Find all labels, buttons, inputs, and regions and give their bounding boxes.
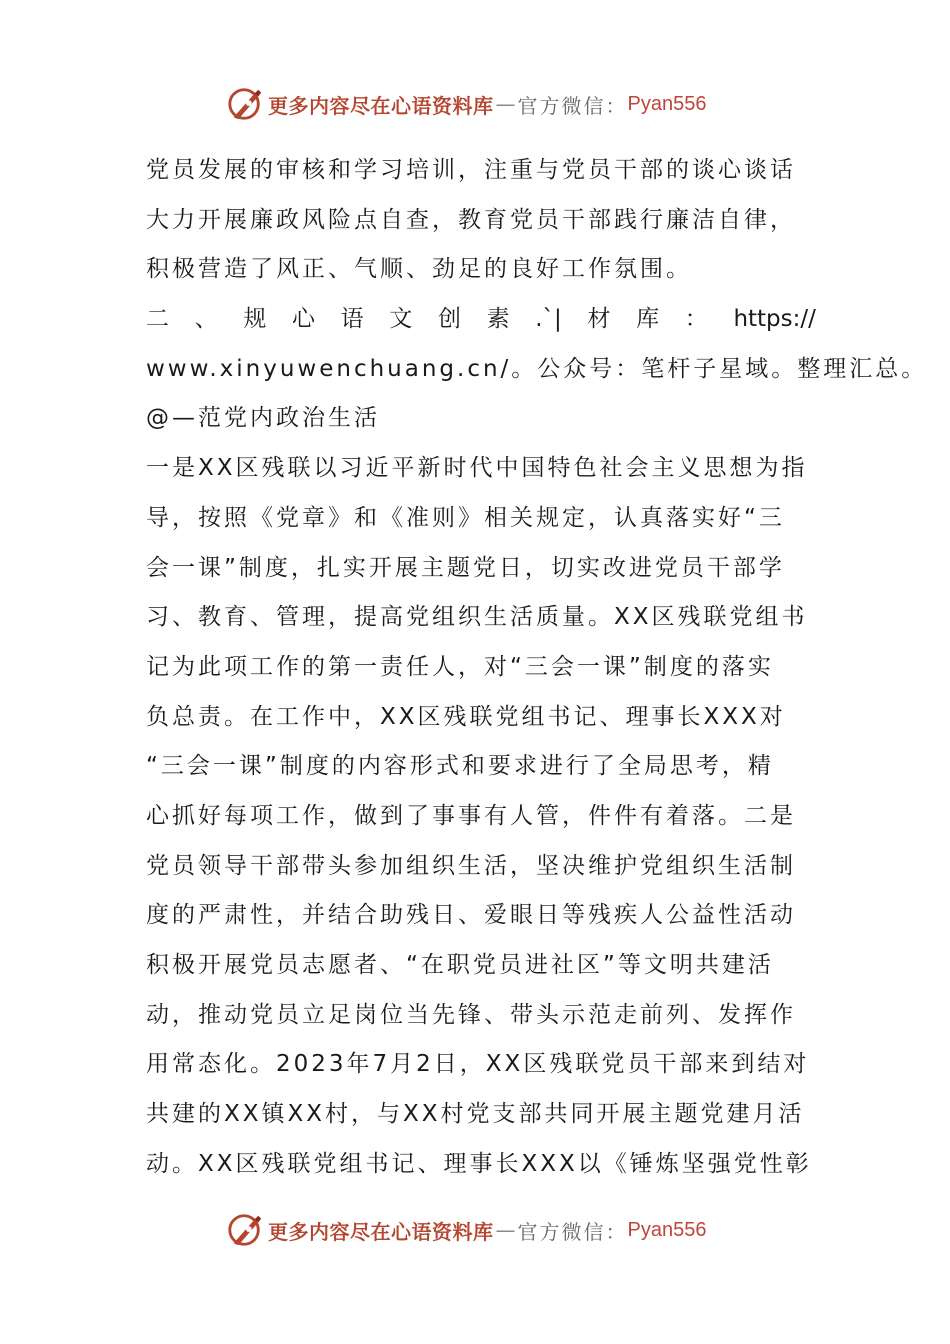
banner-dash: —: [495, 1218, 516, 1242]
text-line: 动，推动党员立足岗位当先锋、带头示范走前列、发挥作: [146, 1001, 796, 1028]
text-line: @—范党内政治生活: [146, 405, 380, 432]
banner-slogan: 更多内容尽在心语资料库: [268, 1219, 494, 1244]
spaced-char: 语: [340, 306, 364, 333]
banner-wechat-id: Pyan556: [627, 1218, 707, 1241]
banner-dash: —: [495, 92, 516, 116]
spaced-char: ：: [684, 306, 708, 333]
text-line: 党员发展的审核和学习培训，注重与党员干部的谈心谈话: [146, 157, 796, 183]
text-line: 记为此项工作的第一责任人，对“三会一课”制度的落实: [146, 653, 774, 680]
banner-wechat-label: 官方微信：: [517, 1219, 628, 1244]
spaced-char: 、: [194, 306, 218, 333]
text-line: 负总责。在工作中，XX区残联党组书记、理事长XXX对: [146, 703, 786, 730]
pen-circle-logo-icon: [226, 1211, 264, 1249]
spaced-char: 库: [636, 306, 660, 333]
text-line: 大力开展廉政风险点自查，教育党员干部践行廉洁自律，: [146, 206, 796, 233]
spaced-char: 素: [486, 306, 510, 333]
spaced-char: 二: [146, 306, 169, 333]
spaced-char: .`|: [535, 306, 562, 333]
text-line: “三会一课”制度的内容形式和要求进行了全局思考，精: [146, 753, 774, 780]
spaced-heading-line: [146, 295, 816, 345]
text-line: 共建的XX镇XX村，与XX村党支部共同开展主题党建月活: [146, 1101, 805, 1128]
spaced-char: 心: [291, 306, 315, 333]
text-line: 积极营造了风正、气顺、劲足的良好工作氛围。: [146, 256, 692, 283]
spaced-char: 文: [389, 306, 413, 333]
text-line: 心抓好每项工作，做到了事事有人管，件件有着落。二是: [146, 802, 796, 829]
footer-banner: [226, 1210, 706, 1250]
text-line: 党员领导干部带头参加组织生活，坚决维护党组织生活制: [146, 852, 796, 879]
spaced-url: https://: [733, 306, 816, 333]
banner-slogan: 更多内容尽在心语资料库: [268, 93, 494, 118]
text-line: 会一课”制度，扎实开展主题党日，切实改进党员干部学: [146, 554, 785, 581]
banner-wechat-id: Pyan556: [627, 92, 707, 115]
body-text: [146, 146, 928, 1189]
text-line: 动。XX区残联党组书记、理事长XXX以《锤炼坚强党性彰: [146, 1150, 812, 1177]
spaced-char: 规: [243, 306, 267, 333]
spaced-char: 创: [437, 306, 461, 333]
pen-circle-logo-icon: [226, 85, 264, 123]
text-line: 导，按照《党章》和《准则》相关规定，认真落实好“三: [146, 504, 785, 531]
text-line: www.xinyuwenchuang.cn/。公众号：笔杆子星域。整理汇总。: [146, 355, 928, 382]
text-line: 度的严肃性，并结合助残日、爱眼日等残疾人公益性活动: [146, 902, 796, 929]
banner-wechat-label: 官方微信：: [517, 93, 628, 118]
header-banner: [226, 84, 706, 124]
text-line: 习、教育、管理，提高党组织生活质量。XX区残联党组书: [146, 604, 808, 631]
text-line: 一是XX区残联以习近平新时代中国特色社会主义思想为指: [146, 455, 808, 482]
text-line: 用常态化。2023年7月2日，XX区残联党员干部来到结对: [146, 1051, 810, 1078]
text-line: 积极开展党员志愿者、“在职党员进社区”等文明共建活: [146, 952, 774, 978]
spaced-char: 材: [587, 306, 611, 333]
